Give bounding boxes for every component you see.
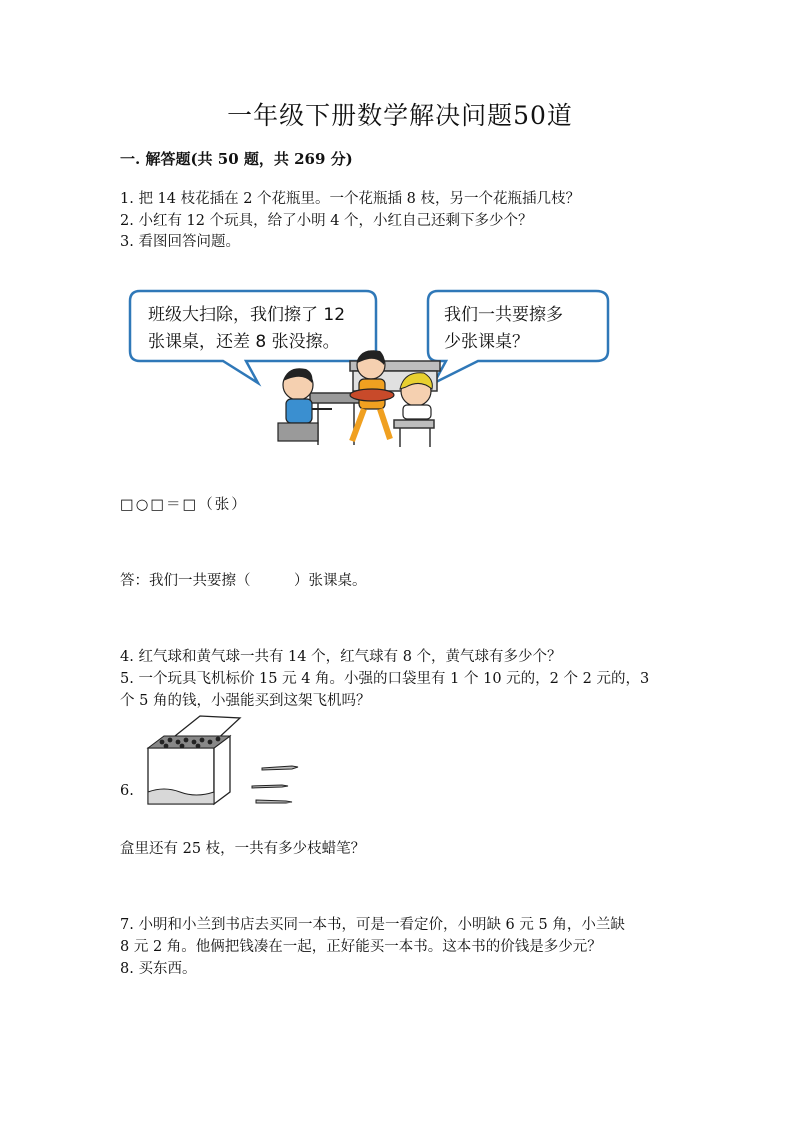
loose-crayons [252,766,298,803]
question-6-label: 6. [120,783,134,799]
question-7-line2: 8 元 2 角。他俩把钱凑在一起，正好能买一本书。这本书的价钱是多少元？ [120,939,602,955]
question-7-line1: 7. 小明和小兰到书店去买同一本书，可是一看定价，小明缺 6 元 5 角，小兰缺 [120,917,625,933]
question-1: 1. 把 14 枝花插在 2 个花瓶里。一个花瓶插 8 枝，另一个花瓶插几枝？ [120,191,580,207]
question-3: 3. 看图回答问题。 [120,234,240,250]
boy-cleaning-figure [278,368,332,441]
question-2: 2. 小红有 12 个玩具，给了小明 4 个，小红自己还剩下多少个？ [120,213,533,229]
question-4: 4. 红气球和黄气球一共有 14 个，红气球有 8 个，黄气球有多少个？ [120,649,562,665]
question-8: 8. 买东西。 [120,961,197,977]
girl-figure [400,373,432,419]
q3-formula: □○□＝□（张） [120,497,248,513]
bubble-right-line2: 少张课桌？ [444,332,529,352]
question-6-text: 盒里还有 25 枝，一共有多少枝蜡笔？ [120,841,366,857]
q3-answer: 答：我们一共要擦（ ）张课桌。 [120,573,367,589]
bubble-right-line1: 我们一共要擦多 [444,305,563,325]
bubble-left-line1: 班级大扫除，我们擦了 12 [148,305,346,325]
bubble-left-line2: 张课桌，还差 8 张没擦。 [148,332,340,352]
desk-right [394,420,434,447]
question-5-line1: 5. 一个玩具飞机标价 15 元 4 角。小强的口袋里有 1 个 10 元的，2 个 2 元的，3 [120,671,650,687]
section-heading: 一. 解答题(共 50 题，共 269 分) [120,150,353,168]
question-5-line2: 个 5 角的钱，小强能买到这架飞机吗？ [120,693,371,709]
q3-illustration [118,285,618,450]
page-title: 一年级下册数学解决问题50道 [227,101,573,130]
crayon-box-illustration [140,712,310,812]
